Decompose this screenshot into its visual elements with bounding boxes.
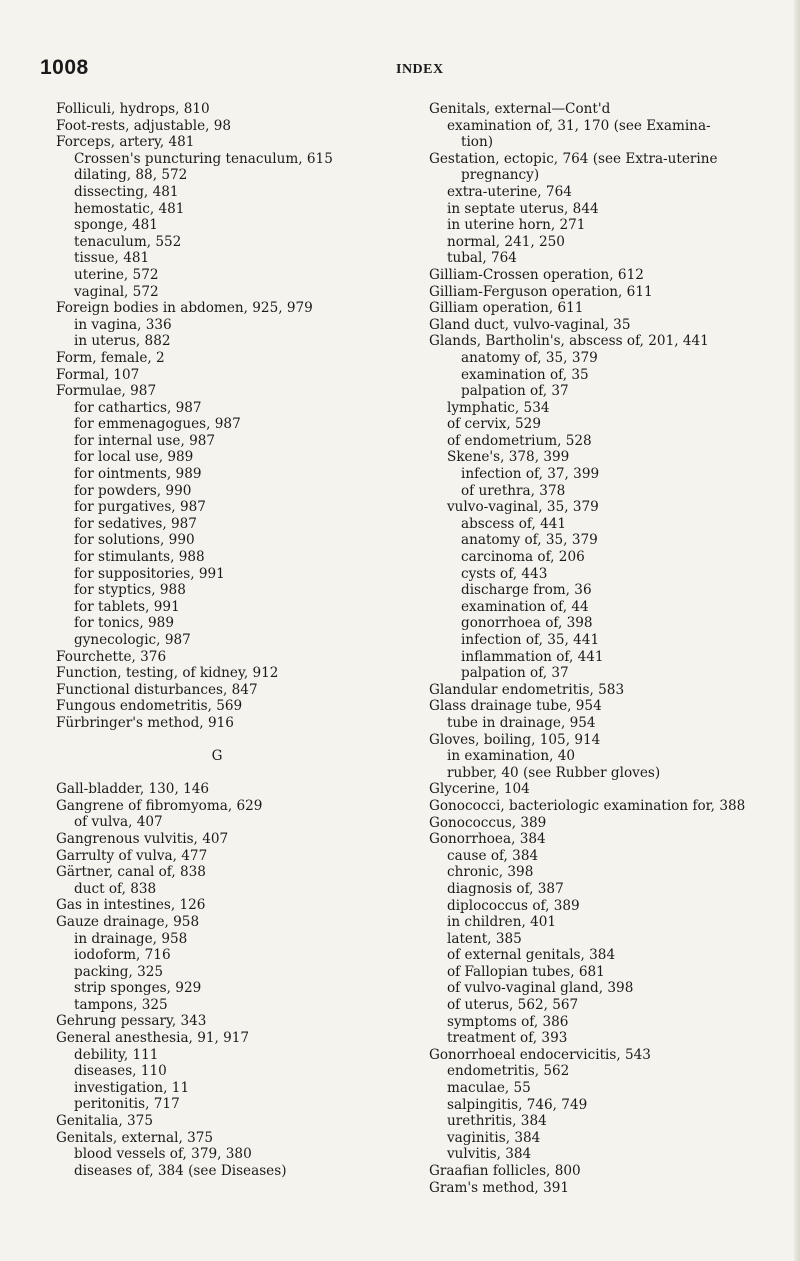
index-subentry: of Fallopian tubes, 681 (447, 963, 605, 980)
index-entry: Genitals, external—Cont'd (429, 101, 611, 117)
index-subentry: uterine, 572 (74, 266, 159, 283)
index-entry: Gonorrhoeal endocervicitis, 543 (429, 1046, 651, 1063)
index-subentry: Crossen's puncturing tenaculum, 615 (74, 150, 333, 167)
section-letter: G (211, 747, 223, 764)
index-entry-continuation: pregnancy) (461, 167, 540, 184)
index-entry: Genitals, external, 375 (56, 1129, 214, 1146)
index-subentry: sponge, 481 (74, 217, 158, 234)
index-subentry: tenaculum, 552 (74, 233, 182, 250)
index-subentry: for local use, 989 (74, 449, 194, 466)
index-entry: Foot-rests, adjustable, 98 (56, 117, 232, 134)
index-entry: Gas in intestines, 126 (56, 897, 206, 914)
index-subentry: tubal, 764 (447, 250, 517, 267)
index-entry: Gonococci, bacteriologic examination for, 388 (429, 797, 746, 814)
index-subentry: examination of, 31, 170 (see Examina- (447, 117, 711, 134)
index-subsubentry: abscess of, 441 (461, 515, 567, 532)
index-subentry: for internal use, 987 (74, 432, 216, 449)
index-entry: Foreign bodies in abdomen, 925, 979 (56, 300, 313, 317)
index-subsubentry: anatomy of, 35, 379 (461, 532, 598, 549)
index-entry: Folliculi, hydrops, 810 (56, 101, 210, 117)
index-subentry: gynecologic, 987 (74, 632, 191, 648)
index-entry: Gilliam operation, 611 (429, 300, 584, 317)
index-subentry: extra-uterine, 764 (447, 183, 572, 200)
index-subentry: for suppositories, 991 (74, 565, 225, 582)
index-subentry: in examination, 40 (447, 748, 576, 765)
index-subsubentry: cysts of, 443 (461, 565, 548, 582)
index-subentry: maculae, 55 (447, 1080, 531, 1097)
index-entry: Garrulty of vulva, 477 (56, 847, 208, 864)
index-subentry: strip sponges, 929 (74, 980, 202, 997)
page-number: 1008 (40, 56, 89, 79)
index-subentry: peritonitis, 717 (74, 1096, 180, 1113)
index-subsubentry: discharge from, 36 (461, 582, 592, 599)
page-edge (794, 0, 800, 1261)
index-entry: Formal, 107 (56, 366, 140, 383)
index-subsubentry: infection of, 37, 399 (461, 466, 600, 483)
index-subentry: vaginal, 572 (74, 283, 159, 300)
index-subentry: dissecting, 481 (74, 183, 179, 200)
index-subentry: cause of, 384 (447, 847, 539, 864)
index-subsubentry: palpation of, 37 (461, 665, 569, 682)
index-subentry: diseases, 110 (74, 1063, 167, 1080)
index-subentry: tampons, 325 (74, 996, 168, 1013)
index-entry: Gloves, boiling, 105, 914 (429, 731, 601, 748)
index-subsubentry: palpation of, 37 (461, 383, 569, 400)
index-subentry: for purgatives, 987 (74, 499, 206, 516)
index-entry: Gonorrhoea, 384 (429, 831, 546, 848)
index-subentry: of endometrium, 528 (447, 432, 592, 449)
index-column-right (429, 101, 794, 1196)
index-subentry: diagnosis of, 387 (447, 880, 564, 897)
index-subentry: for tablets, 991 (74, 598, 180, 615)
index-subentry: for styptics, 988 (74, 582, 186, 599)
index-subentry: debility, 111 (74, 1046, 159, 1063)
index-entry-continuation: tion) (461, 134, 494, 151)
index-subentry: for tonics, 989 (74, 615, 174, 632)
index-subentry: chronic, 398 (447, 864, 534, 881)
index-entry: Glass drainage tube, 954 (429, 698, 602, 715)
index-entry: Functional disturbances, 847 (56, 681, 258, 698)
index-entry: Gram's method, 391 (429, 1179, 570, 1196)
index-entry: Gland duct, vulvo-vaginal, 35 (429, 316, 631, 333)
index-subsubentry: examination of, 44 (461, 598, 589, 615)
index-entry: Gilliam-Crossen operation, 612 (429, 266, 644, 283)
index-entry: Graafian follicles, 800 (429, 1163, 581, 1179)
index-column-left (56, 101, 416, 1179)
index-subentry: diseases of, 384 (see Diseases) (74, 1162, 287, 1179)
index-subentry: in uterus, 882 (74, 333, 171, 350)
index-subsubentry: inflammation of, 441 (461, 648, 604, 665)
index-entry: Gilliam-Ferguson operation, 611 (429, 283, 653, 300)
index-entry: Glands, Bartholin's, abscess of, 201, 441 (429, 333, 709, 350)
index-subentry: for powders, 990 (74, 482, 192, 499)
index-entry: Glandular endometritis, 583 (429, 681, 625, 698)
index-subentry: iodoform, 716 (74, 947, 171, 964)
index-subentry: treatment of, 393 (447, 1030, 568, 1047)
index-subentry: hemostatic, 481 (74, 200, 185, 217)
index-entry: Fourchette, 376 (56, 648, 167, 665)
index-subentry: diplococcus of, 389 (447, 897, 580, 914)
index-subsubentry: gonorrhoea of, 398 (461, 615, 593, 632)
index-entry: Gall-bladder, 130, 146 (56, 781, 210, 798)
index-subentry: lymphatic, 534 (447, 399, 550, 416)
index-entry: Gehrung pessary, 343 (56, 1013, 207, 1030)
index-subentry: of external genitals, 384 (447, 947, 616, 964)
index-subentry: urethritis, 384 (447, 1113, 547, 1130)
index-subentry: investigation, 11 (74, 1079, 190, 1096)
index-subentry: in drainage, 958 (74, 930, 188, 947)
index-subentry: vaginitis, 384 (447, 1129, 541, 1146)
index-entry: Fürbringer's method, 916 (56, 714, 234, 731)
index-entry: Gonococcus, 389 (429, 814, 547, 831)
index-subsubentry: carcinoma of, 206 (461, 549, 585, 566)
index-subsubentry: infection of, 35, 441 (461, 632, 600, 648)
index-entry: Gauze drainage, 958 (56, 913, 200, 930)
index-subentry: in children, 401 (447, 914, 557, 931)
index-subentry: for ointments, 989 (74, 466, 202, 483)
index-subentry: salpingitis, 746, 749 (447, 1096, 588, 1113)
index-entry: Gestation, ectopic, 764 (see Extra-uterine (429, 150, 718, 167)
index-subentry: in vagina, 336 (74, 316, 172, 333)
index-entry: Gärtner, canal of, 838 (56, 864, 206, 881)
index-subentry: in uterine horn, 271 (447, 217, 586, 234)
index-subentry: for stimulants, 988 (74, 549, 205, 566)
index-entry: Fungous endometritis, 569 (56, 698, 243, 715)
index-entry: Function, testing, of kidney, 912 (56, 665, 279, 682)
index-subsubentry: of urethra, 378 (461, 482, 566, 499)
index-subentry: of cervix, 529 (447, 416, 541, 433)
index-subentry: for emmenagogues, 987 (74, 416, 241, 433)
running-title: INDEX (396, 62, 444, 77)
index-subentry: of vulva, 407 (74, 814, 163, 831)
index-subentry: vulvitis, 384 (447, 1146, 532, 1163)
index-entry: Glycerine, 104 (429, 781, 530, 798)
index-entry: Form, female, 2 (56, 349, 165, 366)
index-subentry: vulvo-vaginal, 35, 379 (447, 499, 599, 516)
index-subsubentry: anatomy of, 35, 379 (461, 349, 598, 366)
index-subentry: normal, 241, 250 (447, 233, 565, 250)
index-subentry: tissue, 481 (74, 250, 150, 267)
index-subentry: symptoms of, 386 (447, 1013, 569, 1030)
index-entry: Gangrenous vulvitis, 407 (56, 830, 229, 847)
index-entry: Formulae, 987 (56, 383, 157, 400)
index-entry: General anesthesia, 91, 917 (56, 1030, 250, 1047)
index-subentry: blood vessels of, 379, 380 (74, 1146, 252, 1163)
index-subentry: tube in drainage, 954 (447, 714, 596, 731)
index-subentry: rubber, 40 (see Rubber gloves) (447, 764, 661, 781)
index-subentry: for sedatives, 987 (74, 515, 197, 532)
index-subentry: latent, 385 (447, 930, 522, 947)
index-subentry: duct of, 838 (74, 880, 157, 897)
index-subentry: packing, 325 (74, 963, 164, 980)
index-entry: Gangrene of fibromyoma, 629 (56, 797, 263, 814)
index-entry: Forceps, artery, 481 (56, 134, 195, 151)
index-subentry: for cathartics, 987 (74, 399, 202, 416)
index-subsubentry: examination of, 35 (461, 366, 589, 383)
index-subentry: of uterus, 562, 567 (447, 997, 579, 1014)
index-subentry: endometritis, 562 (447, 1063, 570, 1080)
index-subentry: of vulvo-vaginal gland, 398 (447, 980, 634, 997)
index-entry: Genitalia, 375 (56, 1113, 153, 1130)
index-subentry: for solutions, 990 (74, 532, 195, 549)
index-subentry: in septate uterus, 844 (447, 200, 599, 217)
page-header (0, 56, 800, 86)
index-subentry: Skene's, 378, 399 (447, 449, 570, 466)
index-subentry: dilating, 88, 572 (74, 167, 188, 184)
